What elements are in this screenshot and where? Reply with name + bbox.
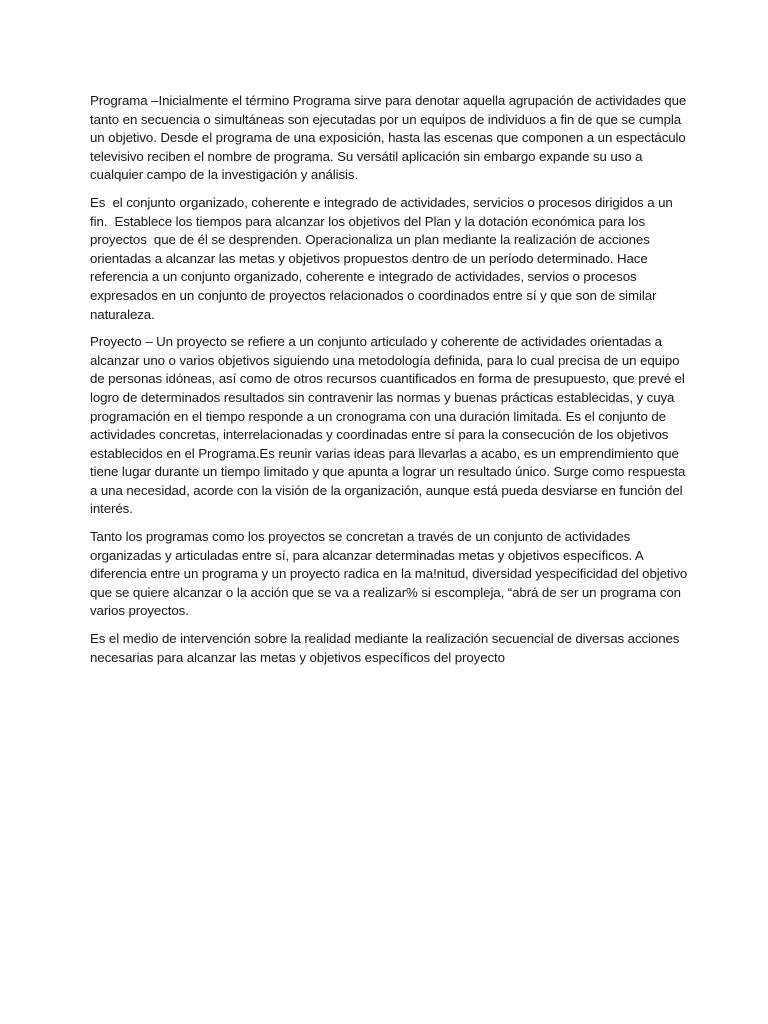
paragraph-programa-definition: Programa –Inicialmente el término Programa sirve para denotar aquella agrupación de actividades que tanto en secuencia o simultáneas son ejecutadas por un equipos de individuos a fin de que se cumpla un objetivo. Desde el programa de una exposición, hasta las escenas que componen a un espectáculo televisivo reciben el nombre de programa. Su versátil aplicación sin embargo expande su uso a cualquier campo de la investigación y análisis. — [90, 93, 690, 183]
paragraph-programas-proyectos: Tanto los programas como los proyectos se concretan a través de un conjunto de actividades organizadas y articuladas entre sí, para alcanzar determinadas metas y objetivos específicos. A diferencia entre un programa y un proyecto radica en la ma!nitud, diversidad yespecificidad del objetivo que se quiere alcanzar o la acción que se va a realizar% si escompleja, “abrá de ser un programa con varios proyectos. — [90, 529, 691, 619]
paragraph-proyecto-definition: Proyecto – Un proyecto se refiere a un conjunto articulado y coherente de actividades orientadas a alcanzar uno o varios objetivos siguiendo una metodología definida, para lo cual precisa de un equipo de personas idóneas, así como de otros recursos cuantificados en forma de presupuesto, que prevé el logro de determinados resultados sin contravenir las normas y buenas prácticas establecidas, y cuya programación en el tiempo responde a un cronograma con una duración limitada. Es el conjunto de actividades concretas, interrelacionadas y coordinadas entre sí para la consecución de los objetivos establecidos en el Programa.Es reunir varias ideas para llevarlas a acabo, es un emprendimiento que tiene lugar durante un tiempo limitado y que apunta a lograr un resultado único. Surge como respuesta a una necesidad, acorde con la visión de la organización, aunque está pueda desviarse en función del interés. — [90, 334, 689, 517]
paragraph-programa-conjunto: Es el conjunto organizado, coherente e integrado de actividades, servicios o procesos dirigidos a un fin. Establece los tiempos para alcanzar los objetivos del Plan y la dotación económica para los proyectos que de él se desprenden. Operacionaliza un plan mediante la realización de acciones orientadas a alcanzar las metas y objetivos propuestos dentro de un período determinado. Hace referencia a un conjunto organizado, coherente e integrado de actividades, servios o procesos expresados en un conjunto de proyectos relacionados o coordinados entre sí y que son de similar naturaleza. — [90, 194, 677, 322]
paragraph-medio-intervencion: Es el medio de intervención sobre la realidad mediante la realización secuencial de diversas acciones necesarias para alcanzar las metas y objetivos específicos del proyecto — [90, 631, 683, 665]
